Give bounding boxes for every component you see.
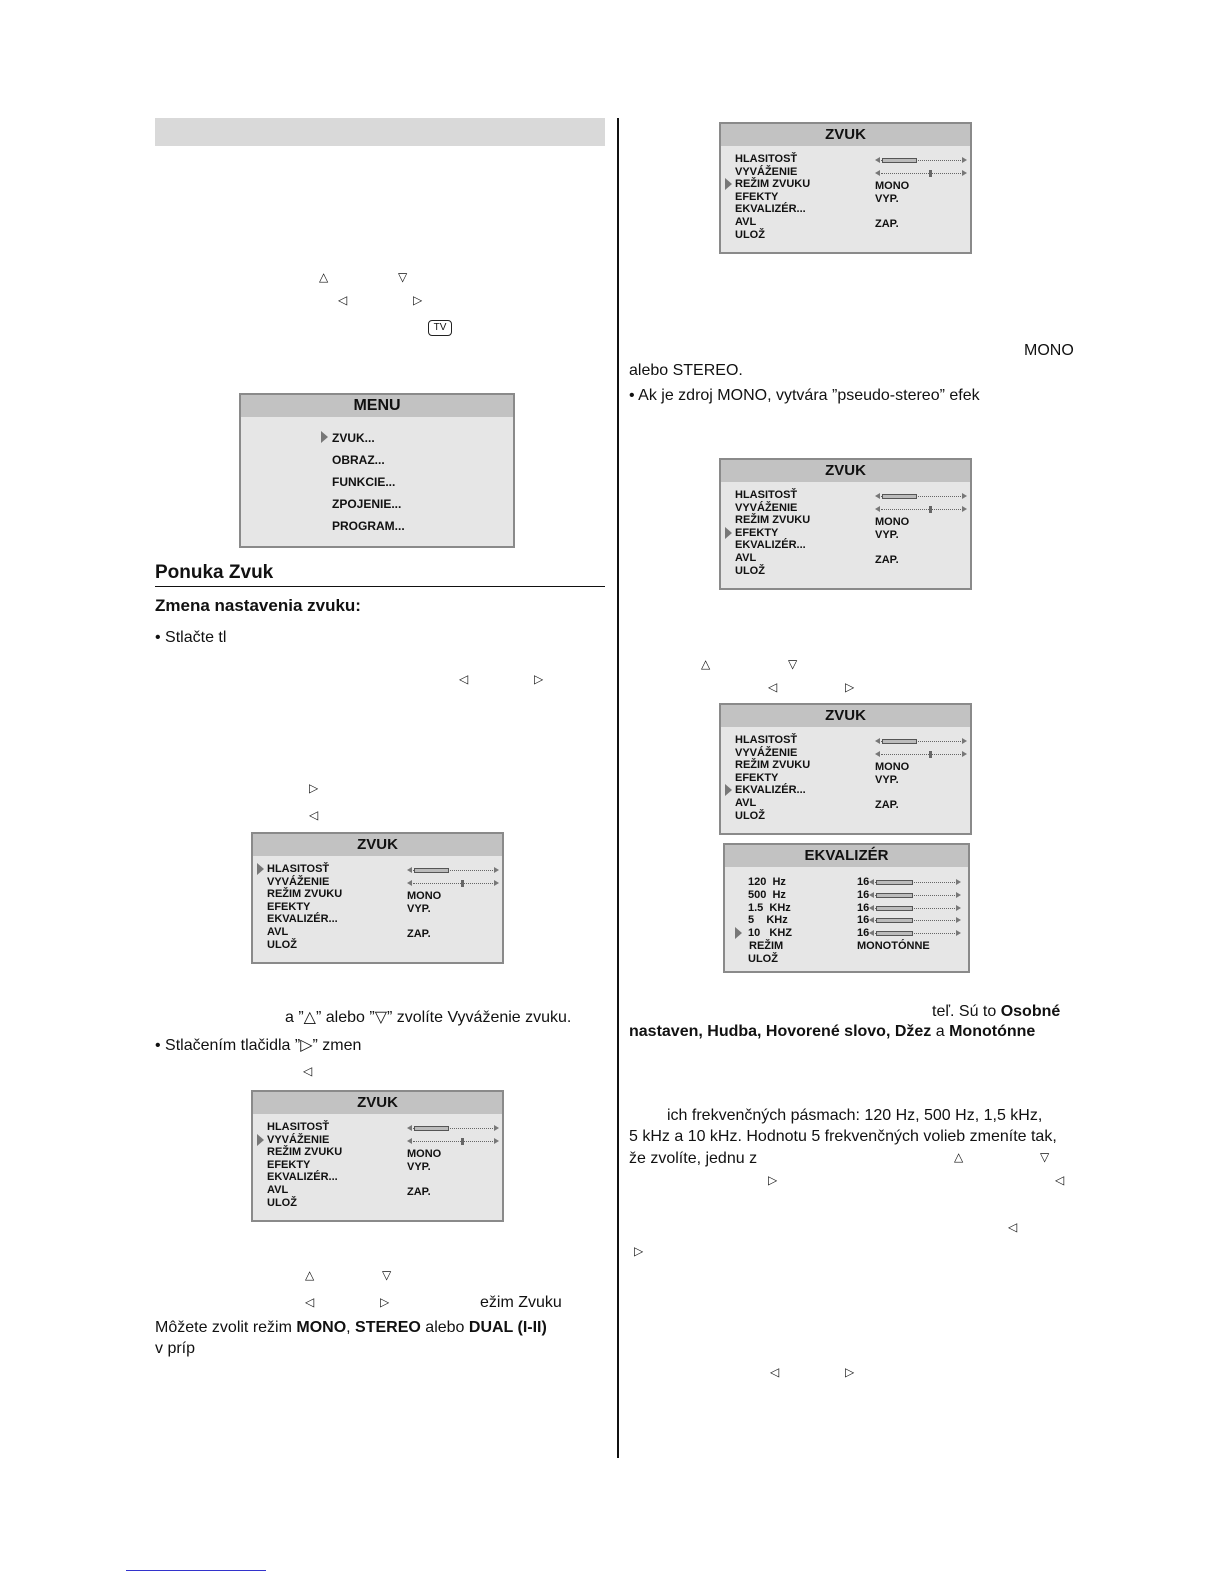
slider-track — [881, 509, 961, 510]
zvuk-item-ekvalizer[interactable]: EKVALIZÉR... — [735, 784, 806, 797]
slider-left-arrow-icon — [407, 867, 412, 873]
menu-pointer-icon — [321, 431, 328, 443]
balance-slider[interactable] — [875, 169, 967, 178]
zvuk-item-avl[interactable]: AVL — [735, 216, 757, 228]
section-header-bar — [155, 118, 605, 146]
slider-left-arrow-icon — [869, 905, 874, 911]
menu-item-zvuk[interactable]: ZVUK... — [332, 431, 375, 445]
eq-band-value: 16 — [857, 914, 870, 927]
tv-button-icon: TV — [428, 320, 452, 336]
zvuk-item-efekty[interactable]: EFEKTY — [735, 771, 779, 784]
slider-handle — [929, 170, 932, 177]
level-slider[interactable] — [407, 1124, 499, 1133]
main-menu-panel — [239, 393, 515, 548]
pseudo-stereo-bullet: • Ak je zdroj MONO, vytvára ”pseudo-stereo” efek — [629, 387, 980, 404]
zvuk-item-rezim-zvuku[interactable]: REŽIM ZVUKU — [735, 178, 811, 191]
slider-handle — [461, 1138, 464, 1145]
zvuk-item-vyvazenie[interactable]: VYVÁŽENIE — [267, 875, 330, 888]
zvuk-value-avl: ZAP. — [875, 799, 899, 811]
up-arrow-icon: △ — [701, 657, 711, 671]
slider-right-arrow-icon — [962, 751, 967, 757]
left-arrow-icon: ◁ — [1008, 1220, 1018, 1234]
zvuk-menu-panel-ekvalizer — [719, 703, 972, 835]
slider-track — [881, 173, 961, 174]
slider-left-arrow-icon — [407, 1125, 412, 1131]
zvuk-panel-title: ZVUK — [721, 124, 970, 146]
zvuk-item-hlasitost[interactable]: HLASITOSŤ — [267, 1121, 330, 1133]
column-divider — [617, 118, 619, 1458]
zvuk-item-rezim-zvuku[interactable]: REŽIM ZVUKU — [267, 1146, 343, 1159]
slider-left-arrow-icon — [875, 493, 880, 499]
zvuk-value-efekty: VYP. — [875, 773, 899, 786]
slider-track — [413, 1141, 493, 1142]
zvuk-value-efekty: VYP. — [407, 1160, 431, 1173]
zvuk-panel-title: ZVUK — [253, 834, 502, 856]
zvuk-item-ekvalizer[interactable]: EKVALIZÉR... — [735, 539, 806, 552]
right-arrow-icon: ▷ — [845, 680, 855, 694]
slider-fill — [882, 158, 917, 163]
left-arrow-icon: ◁ — [338, 293, 348, 307]
eq-band-label[interactable]: 10 KHZ — [748, 927, 793, 940]
slider-right-arrow-icon — [962, 170, 967, 176]
right-arrow-icon: ▷ — [634, 1244, 644, 1258]
level-slider[interactable] — [875, 492, 967, 501]
slider-right-arrow-icon — [956, 930, 961, 936]
balance-slider[interactable] — [407, 1137, 499, 1146]
zvuk-menu-panel-efekty — [719, 458, 972, 590]
eq-uloz-label[interactable]: ULOŽ — [748, 953, 778, 965]
zvuk-item-avl[interactable]: AVL — [735, 797, 757, 809]
zvuk-item-rezim-zvuku[interactable]: REŽIM ZVUKU — [735, 514, 811, 527]
right-arrow-icon: ▷ — [309, 781, 319, 795]
level-slider[interactable] — [869, 904, 961, 913]
slider-right-arrow-icon — [494, 867, 499, 873]
slider-right-arrow-icon — [962, 738, 967, 744]
zvuk-item-ekvalizer[interactable]: EKVALIZÉR... — [267, 1171, 338, 1184]
slider-fill — [876, 880, 913, 885]
slider-left-arrow-icon — [875, 170, 880, 176]
menu-pointer-icon — [725, 178, 732, 190]
zvuk-item-rezim-zvuku[interactable]: REŽIM ZVUKU — [735, 759, 811, 772]
zvuk-value-rezim-zvuku: MONO — [407, 890, 442, 903]
level-slider[interactable] — [875, 156, 967, 165]
slider-left-arrow-icon — [407, 880, 412, 886]
slider-left-arrow-icon — [869, 879, 874, 885]
zvuk-item-hlasitost[interactable]: HLASITOSŤ — [267, 863, 330, 875]
zvuk-value-rezim-zvuku: MONO — [875, 180, 910, 193]
right-arrow-icon: ▷ — [845, 1365, 855, 1379]
left-arrow-icon: ◁ — [309, 808, 319, 822]
zvuk-item-avl[interactable]: AVL — [267, 1184, 289, 1196]
slider-fill — [882, 494, 917, 499]
slider-fill — [882, 739, 917, 744]
menu-item-program[interactable]: PROGRAM... — [332, 519, 405, 533]
slider-fill — [876, 893, 913, 898]
level-slider[interactable] — [869, 891, 961, 900]
sub-heading: Zmena nastavenia zvuku: — [155, 596, 361, 615]
eq-band-label[interactable]: 500 Hz — [748, 888, 786, 901]
zvuk-item-efekty[interactable]: EFEKTY — [735, 526, 779, 539]
zvuk-item-uloz[interactable]: ULOŽ — [267, 938, 297, 951]
slider-fill — [414, 868, 449, 873]
zvuk-item-uloz[interactable]: ULOŽ — [735, 564, 765, 577]
eq-band-value: 16 — [857, 888, 870, 901]
level-slider[interactable] — [875, 737, 967, 746]
right-arrow-icon: ▷ — [768, 1173, 778, 1187]
slider-right-arrow-icon — [956, 917, 961, 923]
slider-left-arrow-icon — [407, 1138, 412, 1144]
zvuk-item-ekvalizer[interactable]: EKVALIZÉR... — [267, 913, 338, 926]
ekvalizer-title: EKVALIZÉR — [725, 845, 968, 867]
zvuk-item-vyvazenie[interactable]: VYVÁŽENIE — [735, 746, 798, 759]
slider-left-arrow-icon — [875, 506, 880, 512]
right-arrow-icon: ▷ — [534, 672, 544, 686]
eq-band-label[interactable]: 120 Hz — [748, 876, 786, 888]
menu-item-obraz[interactable]: OBRAZ... — [332, 453, 385, 467]
balance-slider[interactable] — [407, 879, 499, 888]
zvuk-item-efekty[interactable]: EFEKTY — [267, 1158, 311, 1171]
bullet-stlacenim: • Stlačením tlačidla ”▷” zmen — [155, 1037, 362, 1054]
slider-left-arrow-icon — [875, 738, 880, 744]
left-arrow-icon: ◁ — [459, 672, 469, 686]
mono-word: MONO — [1024, 342, 1074, 359]
level-slider[interactable] — [869, 878, 961, 887]
zvuk-item-uloz[interactable]: ULOŽ — [267, 1196, 297, 1209]
section-heading: Ponuka Zvuk — [155, 562, 274, 583]
balance-slider[interactable] — [875, 505, 967, 514]
zvuk-value-avl: ZAP. — [875, 218, 899, 230]
zvuk-value-rezim-zvuku: MONO — [875, 761, 910, 774]
level-slider[interactable] — [407, 866, 499, 875]
mode-options-line2: v príp — [155, 1340, 196, 1357]
heading-rule — [155, 586, 605, 587]
menu-item-zpojenie[interactable]: ZPOJENIE... — [332, 497, 402, 511]
freq-line2: 5 kHz a 10 kHz. Hodnotu 5 frekvenčných volieb zmeníte tak, — [629, 1128, 1057, 1145]
down-arrow-icon: ▽ — [1040, 1150, 1050, 1164]
slider-left-arrow-icon — [875, 157, 880, 163]
zvuk-item-uloz[interactable]: ULOŽ — [735, 228, 765, 241]
slider-handle — [929, 506, 932, 513]
zvuk-item-vyvazenie[interactable]: VYVÁŽENIE — [735, 165, 798, 178]
zvuk-menu-panel-vyvazenie — [251, 1090, 504, 1222]
menu-pointer-icon — [725, 784, 732, 796]
slider-right-arrow-icon — [956, 879, 961, 885]
menu-item-funkcie[interactable]: FUNKCIE... — [332, 475, 396, 489]
zvuk-panel-title: ZVUK — [721, 460, 970, 482]
down-arrow-icon: ▽ — [398, 270, 408, 284]
slider-left-arrow-icon — [869, 892, 874, 898]
slider-handle — [929, 751, 932, 758]
slider-fill — [876, 931, 913, 936]
eq-rezim-value: MONOTÓNNE — [857, 940, 930, 952]
zvuk-item-efekty[interactable]: EFEKTY — [735, 190, 779, 203]
left-arrow-icon: ◁ — [303, 1064, 313, 1078]
slider-right-arrow-icon — [494, 880, 499, 886]
left-arrow-icon: ◁ — [768, 680, 778, 694]
mode-options-line: Môžete zvolit režim MONO, STEREO alebo DUAL (I-II) — [155, 1319, 547, 1336]
slider-fill — [876, 918, 913, 923]
eq-band-label[interactable]: 1.5 KHz — [748, 901, 791, 914]
zvuk-item-vyvazenie[interactable]: VYVÁŽENIE — [735, 501, 798, 514]
zvuk-item-avl[interactable]: AVL — [267, 926, 289, 938]
up-arrow-icon: △ — [319, 270, 329, 284]
zvuk-item-hlasitost[interactable]: HLASITOSŤ — [735, 153, 798, 165]
zvuk-value-avl: ZAP. — [407, 928, 431, 940]
slider-fill — [876, 906, 913, 911]
zvuk-item-hlasitost[interactable]: HLASITOSŤ — [735, 734, 798, 746]
zvuk-item-vyvazenie[interactable]: VYVÁŽENIE — [267, 1133, 330, 1146]
slider-track — [413, 883, 493, 884]
slider-handle — [461, 880, 464, 887]
zvuk-menu-panel-hlasitost — [251, 832, 504, 964]
eq-band-value: 16 — [857, 927, 870, 940]
zvuk-value-efekty: VYP. — [875, 528, 899, 541]
eq-rezim-label[interactable]: REŽIM — [749, 940, 784, 952]
zvuk-value-avl: ZAP. — [407, 1186, 431, 1198]
eq-band-label[interactable]: 5 KHz — [748, 914, 788, 927]
zvuk-menu-panel-rezim — [719, 122, 972, 254]
left-arrow-icon: ◁ — [770, 1365, 780, 1379]
up-arrow-icon: △ — [305, 1268, 315, 1282]
zvuk-panel-title: ZVUK — [253, 1092, 502, 1114]
slider-right-arrow-icon — [956, 905, 961, 911]
slider-right-arrow-icon — [962, 493, 967, 499]
footer-link-underline — [126, 1570, 266, 1571]
level-slider[interactable] — [869, 916, 961, 925]
balance-slider[interactable] — [875, 750, 967, 759]
slider-right-arrow-icon — [494, 1138, 499, 1144]
slider-fill — [414, 1126, 449, 1131]
eq-modes-line1: teľ. Sú to Osobné — [932, 1003, 1061, 1020]
zvuk-item-uloz[interactable]: ULOŽ — [735, 809, 765, 822]
slider-right-arrow-icon — [494, 1125, 499, 1131]
bullet-stlacte: • Stlačte tl — [155, 629, 227, 646]
down-arrow-icon: ▽ — [788, 657, 798, 671]
zvuk-value-rezim-zvuku: MONO — [407, 1148, 442, 1161]
slider-left-arrow-icon — [869, 930, 874, 936]
up-arrow-icon: △ — [954, 1150, 964, 1164]
zvuk-panel-title: ZVUK — [721, 705, 970, 727]
rezim-zvuku-text: ežim Zvuku — [480, 1294, 562, 1311]
left-arrow-icon: ◁ — [305, 1295, 315, 1309]
eq-modes-line2: nastaven, Hudba, Hovorené slovo, Džez a Monotónne — [629, 1023, 1036, 1040]
zvuk-value-rezim-zvuku: MONO — [875, 516, 910, 529]
eq-band-value: 16 — [857, 901, 870, 914]
slider-left-arrow-icon — [869, 917, 874, 923]
menu-pointer-icon — [735, 927, 742, 939]
level-slider[interactable] — [869, 929, 961, 938]
menu-pointer-icon — [257, 1134, 264, 1146]
slider-right-arrow-icon — [962, 506, 967, 512]
freq-line1: ich frekvenčných pásmach: 120 Hz, 500 Hz, 1,5 kHz, — [667, 1107, 1043, 1124]
balance-instruction: a ”△” alebo ”▽” zvolíte Vyváženie zvuku. — [285, 1009, 572, 1026]
zvuk-item-ekvalizer[interactable]: EKVALIZÉR... — [735, 203, 806, 216]
menu-pointer-icon — [257, 863, 264, 875]
main-menu-title: MENU — [241, 395, 513, 417]
ekvalizer-panel — [723, 843, 970, 973]
left-arrow-icon: ◁ — [1055, 1173, 1065, 1187]
freq-line3: že zvolíte, jednu z — [629, 1150, 758, 1167]
zvuk-item-efekty[interactable]: EFEKTY — [267, 900, 311, 913]
zvuk-item-hlasitost[interactable]: HLASITOSŤ — [735, 489, 798, 501]
right-arrow-icon: ▷ — [413, 293, 423, 307]
right-arrow-icon: ▷ — [380, 1295, 390, 1309]
down-arrow-icon: ▽ — [382, 1268, 392, 1282]
slider-track — [881, 754, 961, 755]
menu-pointer-icon — [725, 527, 732, 539]
alebo-stereo-text: alebo STEREO. — [629, 362, 743, 379]
zvuk-item-avl[interactable]: AVL — [735, 552, 757, 564]
zvuk-value-avl: ZAP. — [875, 554, 899, 566]
zvuk-item-rezim-zvuku[interactable]: REŽIM ZVUKU — [267, 888, 343, 901]
eq-band-value: 16 — [857, 876, 870, 888]
slider-left-arrow-icon — [875, 751, 880, 757]
slider-right-arrow-icon — [956, 892, 961, 898]
zvuk-value-efekty: VYP. — [875, 192, 899, 205]
slider-right-arrow-icon — [962, 157, 967, 163]
zvuk-value-efekty: VYP. — [407, 902, 431, 915]
